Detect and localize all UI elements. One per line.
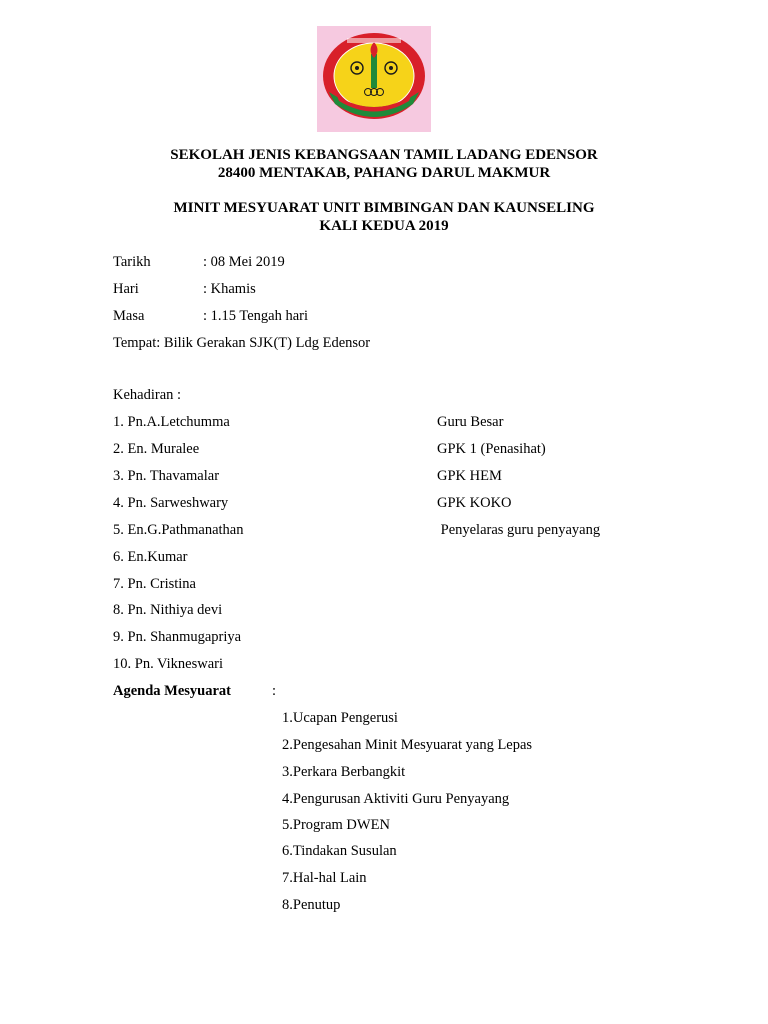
- agenda-item: 6.Tindakan Susulan: [282, 843, 397, 859]
- agenda-heading: Agenda Mesyuarat: [113, 683, 232, 699]
- agenda-item: 2.Pengesahan Minit Mesyuarat yang Lepas: [282, 737, 533, 753]
- school-logo: [317, 26, 431, 132]
- attendee-name: 2. En. Muralee: [113, 441, 200, 457]
- attendance-label: Kehadiran :: [113, 387, 182, 403]
- detail-label-time: Masa: [113, 308, 145, 324]
- agenda-colon: :: [272, 683, 277, 699]
- attendee-role: Guru Besar: [437, 414, 504, 430]
- detail-value-time: : 1.15 Tengah hari: [203, 308, 309, 324]
- attendee-name: 9. Pn. Shanmugapriya: [113, 629, 242, 645]
- attendee-role: Penyelaras guru penyayang: [437, 522, 601, 538]
- detail-label-date: Tarikh: [113, 254, 151, 270]
- school-address: 28400 MENTAKAB, PAHANG DARUL MAKMUR: [217, 165, 551, 181]
- attendee-name: 5. En.G.Pathmanathan: [113, 522, 244, 538]
- school-crest-icon: [317, 26, 431, 132]
- attendee-name: 8. Pn. Nithiya devi: [113, 602, 223, 618]
- attendee-name: 6. En.Kumar: [113, 549, 188, 565]
- attendee-name: 10. Pn. Vikneswari: [113, 656, 224, 672]
- detail-label-day: Hari: [113, 281, 139, 297]
- school-name: SEKOLAH JENIS KEBANGSAAN TAMIL LADANG EDENSOR: [170, 147, 598, 163]
- agenda-item: 4.Pengurusan Aktiviti Guru Penyayang: [282, 791, 510, 807]
- attendee-name: 1. Pn.A.Letchumma: [113, 414, 230, 430]
- attendee-role: GPK KOKO: [437, 495, 512, 511]
- agenda-item: 3.Perkara Berbangkit: [282, 764, 406, 780]
- document-subtitle: KALI KEDUA 2019: [319, 218, 449, 234]
- meeting-venue: Tempat: Bilik Gerakan SJK(T) Ldg Edensor: [113, 335, 371, 351]
- attendee-name: 3. Pn. Thavamalar: [113, 468, 220, 484]
- attendee-role: GPK 1 (Penasihat): [437, 441, 546, 457]
- agenda-item: 7.Hal-hal Lain: [282, 870, 367, 886]
- attendee-name: 4. Pn. Sarweshwary: [113, 495, 229, 511]
- attendee-name: 7. Pn. Cristina: [113, 576, 196, 592]
- detail-value-date: : 08 Mei 2019: [203, 254, 285, 270]
- agenda-item: 8.Penutup: [282, 897, 341, 913]
- detail-value-day: : Khamis: [203, 281, 256, 297]
- agenda-item: 1.Ucapan Pengerusi: [282, 710, 398, 726]
- agenda-item: 5.Program DWEN: [282, 817, 390, 833]
- document-title: MINIT MESYUARAT UNIT BIMBINGAN DAN KAUNSELING: [173, 200, 595, 216]
- attendee-role: GPK HEM: [437, 468, 502, 484]
